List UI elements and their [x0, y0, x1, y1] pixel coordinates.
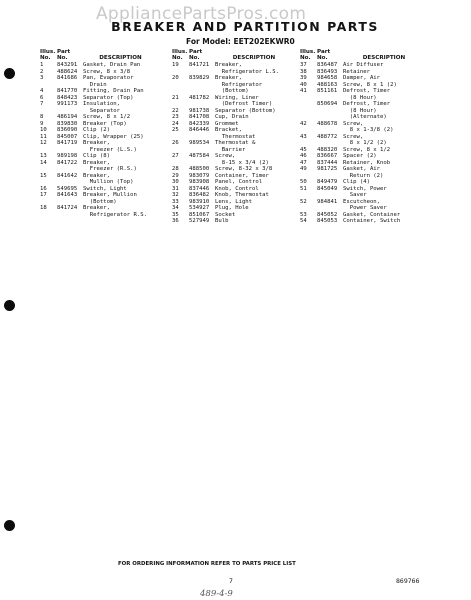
- part-description: Gasket, Drain Pan: [83, 62, 141, 69]
- part-number: 841642: [57, 172, 78, 179]
- binder-hole-middle: [4, 300, 15, 311]
- part-description: Container, Timer: [215, 172, 269, 179]
- part-number: 841722: [57, 159, 78, 166]
- illus-number: 10: [40, 127, 47, 134]
- binder-hole-top: [4, 68, 15, 79]
- part-description: Switch, Light: [83, 185, 127, 192]
- illus-number: 45: [300, 146, 307, 153]
- part-description: Freezer (L.S.): [83, 146, 137, 153]
- illus-number: 28: [172, 166, 179, 173]
- part-description: Lens, Light: [215, 198, 253, 205]
- part-number: 836667: [317, 153, 338, 160]
- part-description: Clip (4): [343, 179, 370, 186]
- part-description: (Defrost Timer): [215, 101, 273, 108]
- illus-number: 47: [300, 159, 307, 166]
- part-description: Separator (Top): [83, 94, 134, 101]
- part-description: Saver: [343, 192, 367, 199]
- illus-number: 32: [172, 192, 179, 199]
- parts-row: [172, 218, 293, 225]
- illus-number: 11: [40, 133, 47, 140]
- no-label: No.: [317, 55, 328, 62]
- part-description: Screw, 8 x 1/2: [83, 114, 131, 121]
- part-number: 981725: [317, 166, 338, 173]
- part-number: 845049: [317, 185, 338, 192]
- part-description: Bracket,: [215, 127, 242, 134]
- illus-number: 24: [172, 120, 179, 127]
- part-description: (Bottom): [215, 88, 249, 95]
- handwritten-note: 489-4-9: [200, 589, 233, 599]
- part-description: Refrigerator R.S.: [83, 211, 147, 218]
- part-number: 841721: [189, 62, 210, 69]
- illus-number: 14: [40, 159, 47, 166]
- parts-column-2: [172, 49, 293, 225]
- part-number: 488500: [189, 166, 210, 173]
- illus-number: 6: [40, 94, 44, 101]
- part-number: 488772: [317, 133, 338, 140]
- part-number: 984658: [317, 75, 338, 82]
- part-description: Breaker,: [83, 205, 110, 212]
- part-description: Screw, 8 x 3/8: [83, 68, 131, 75]
- illus-number: 4: [40, 88, 44, 95]
- description-label: DESCRIPTION: [232, 55, 276, 62]
- parts-row: [300, 218, 425, 225]
- part-number: 486194: [57, 114, 78, 121]
- illus-number: 29: [172, 172, 179, 179]
- part-number: 984841: [317, 198, 338, 205]
- part-no-header: [189, 49, 215, 61]
- part-description: Escutcheon,: [343, 198, 381, 205]
- no-label: No.: [189, 55, 200, 62]
- part-description: Damper, Air: [343, 75, 381, 82]
- illus-number: 38: [300, 68, 307, 75]
- part-description: (8 Hour): [343, 94, 377, 101]
- part-description: Defrost, Timer: [343, 101, 391, 108]
- part-description: Clip (2): [83, 127, 110, 134]
- ordering-note: FOR ORDERING INFORMATION REFER TO PARTS PRICE LIST: [118, 561, 296, 567]
- illus-number: 22: [172, 107, 179, 114]
- illus-number: 54: [300, 218, 307, 225]
- part-description: Wiring, Liner: [215, 94, 259, 101]
- part-number: 983079: [189, 172, 210, 179]
- column-header: [300, 49, 425, 61]
- part-description: Drain: [83, 81, 107, 88]
- part-description: Screw,: [343, 120, 364, 127]
- part-number: 527949: [189, 218, 210, 225]
- part-description: Screw,: [343, 133, 364, 140]
- parts-column-1: [40, 49, 158, 218]
- illus-number: 13: [40, 153, 47, 160]
- part-number: 843291: [57, 62, 78, 69]
- part-description: Cup, Drain: [215, 114, 249, 121]
- part-number: 487584: [189, 153, 210, 160]
- part-description: Gasket, Container: [343, 211, 401, 218]
- part-label: Part: [317, 49, 331, 55]
- illus-number: 33: [172, 198, 179, 205]
- part-number: 837444: [317, 159, 338, 166]
- part-number: 991173: [57, 101, 78, 108]
- part-number: 488624: [57, 68, 78, 75]
- part-description: Power Saver: [343, 205, 387, 212]
- parts-column-3: [300, 49, 425, 225]
- illus-number: 52: [300, 198, 307, 205]
- part-description: Knob, Thermostat: [215, 192, 269, 199]
- part-description: Pan, Evaporator: [83, 75, 134, 82]
- illus-number: 30: [172, 179, 179, 186]
- part-number: 842339: [189, 120, 210, 127]
- part-description: Retainer: [343, 68, 370, 75]
- parts-row: [40, 212, 158, 219]
- no-label: No.: [300, 55, 311, 62]
- part-description: Screw, 8-32 x 3/8: [215, 166, 273, 173]
- no-label: No.: [172, 55, 183, 62]
- illus-number: 7: [40, 101, 44, 108]
- illus-number: 27: [172, 153, 179, 160]
- part-description: Breaker,: [215, 75, 242, 82]
- part-description: Screw,: [215, 153, 236, 160]
- part-number: 836487: [317, 62, 338, 69]
- illus-number: 35: [172, 211, 179, 218]
- part-number: 841719: [57, 140, 78, 147]
- illus-number: 43: [300, 133, 307, 140]
- part-number: 851161: [317, 88, 338, 95]
- model-line: For Model: EET202EKWR0: [186, 37, 295, 46]
- illus-number: 49: [300, 166, 307, 173]
- binder-hole-bottom: [4, 520, 15, 531]
- part-number: 839830: [57, 120, 78, 127]
- illus-label: Illus.: [40, 49, 56, 55]
- part-number: 845053: [317, 218, 338, 225]
- part-number: 836090: [57, 127, 78, 134]
- part-description: Grommet: [215, 120, 239, 127]
- description-header: [83, 49, 158, 61]
- illus-no-header: [300, 49, 317, 61]
- part-no-header: [57, 49, 83, 61]
- watermark-text: AppliancePartsPros.com: [96, 4, 307, 24]
- part-number: 846446: [189, 127, 210, 134]
- illus-number: 3: [40, 75, 44, 82]
- part-description: Defrost, Timer: [343, 88, 391, 95]
- description-label: DESCRIPTION: [362, 55, 406, 62]
- illus-number: 42: [300, 120, 307, 127]
- illus-number: 23: [172, 114, 179, 121]
- part-number: 488678: [317, 120, 338, 127]
- no-label: No.: [40, 55, 51, 62]
- part-no-header: [317, 49, 343, 61]
- part-number: 841770: [57, 88, 78, 95]
- part-number: 983910: [189, 198, 210, 205]
- part-description: Breaker,: [83, 140, 110, 147]
- part-description: (Bottom): [83, 198, 117, 205]
- illus-number: 26: [172, 140, 179, 147]
- illus-label: Illus.: [300, 49, 316, 55]
- part-description: Thermostat &: [215, 140, 256, 147]
- part-description: Breaker,: [83, 159, 110, 166]
- part-number: 841686: [57, 75, 78, 82]
- part-label: Part: [57, 49, 71, 55]
- part-description: Fitting, Drain Pan: [83, 88, 144, 95]
- part-description: 8 x 1-3/8 (2): [343, 127, 394, 134]
- part-description: Return (2): [343, 172, 384, 179]
- illus-number: 39: [300, 75, 307, 82]
- part-description: (8 Hour): [343, 107, 377, 114]
- part-number: 850694: [317, 101, 338, 108]
- part-description: Spacer (2): [343, 153, 377, 160]
- part-description: Screw, 8 x 1/2: [343, 146, 391, 153]
- part-number: [57, 212, 83, 219]
- part-label: Part: [189, 49, 203, 55]
- illus-no-header: [40, 49, 57, 61]
- illus-number: 50: [300, 179, 307, 186]
- part-number: 836493: [317, 68, 338, 75]
- part-number: 989198: [57, 153, 78, 160]
- part-description: Refrigerator L.S.: [215, 68, 279, 75]
- description-label: DESCRIPTION: [99, 55, 142, 62]
- part-number: 849479: [317, 179, 338, 186]
- part-description: Knob, Control: [215, 185, 259, 192]
- page-title: BREAKER AND PARTITION PARTS: [111, 19, 379, 34]
- part-description: Container, Switch: [343, 218, 401, 225]
- illus-number: 8: [40, 114, 44, 121]
- page-number: 7: [229, 577, 233, 585]
- part-description: Gasket, Air: [343, 166, 381, 173]
- illus-number: 40: [300, 81, 307, 88]
- part-description: Mullion (Top): [83, 179, 134, 186]
- part-description: Breaker (Top): [83, 120, 127, 127]
- part-number: 488163: [317, 81, 338, 88]
- illus-number: 25: [172, 127, 179, 134]
- part-number: 841724: [57, 205, 78, 212]
- column-header: [172, 49, 293, 61]
- part-description: Barrier: [215, 146, 246, 153]
- part-description: Breaker,: [83, 172, 110, 179]
- part-number: 981738: [189, 107, 210, 114]
- illus-number: 1: [40, 62, 44, 69]
- part-number: 983908: [189, 179, 210, 186]
- part-number: 481782: [189, 94, 210, 101]
- part-description: Switch, Power: [343, 185, 387, 192]
- illus-number: 31: [172, 185, 179, 192]
- part-description: Screw, 8 x 1 (2): [343, 81, 397, 88]
- part-number: 989534: [189, 140, 210, 147]
- part-number: 549695: [57, 185, 78, 192]
- column-header: [40, 49, 158, 61]
- part-description: 8-15 x 3/4 (2): [215, 159, 269, 166]
- part-description: Freezer (R.S.): [83, 166, 137, 173]
- part-description: Clip, Wrapper (25): [83, 133, 144, 140]
- part-number: 845007: [57, 133, 78, 140]
- part-description: Insulation,: [83, 101, 121, 108]
- part-number: 851067: [189, 211, 210, 218]
- illus-number: 17: [40, 192, 47, 199]
- description-header: [343, 49, 425, 61]
- illus-no-header: [172, 49, 189, 61]
- part-description: Plug, Hole: [215, 205, 249, 212]
- document-number: 869766: [396, 577, 420, 585]
- part-number: 841643: [57, 192, 78, 199]
- illus-label: Illus.: [172, 49, 188, 55]
- part-number: 534927: [189, 205, 210, 212]
- part-number: 836482: [189, 192, 210, 199]
- description-header: [215, 49, 293, 61]
- illus-number: 46: [300, 153, 307, 160]
- illus-number: 21: [172, 94, 179, 101]
- part-description: Breaker, Mullion: [83, 192, 137, 199]
- part-number: 488320: [317, 146, 338, 153]
- no-label: No.: [57, 55, 68, 62]
- illus-number: 41: [300, 88, 307, 95]
- part-description: 8 x 1/2 (2): [343, 140, 387, 147]
- part-description: Panel, Control: [215, 179, 263, 186]
- part-number: 839829: [189, 75, 210, 82]
- illus-number: 15: [40, 172, 47, 179]
- part-number: 845052: [317, 211, 338, 218]
- part-description: Thermostat: [215, 133, 256, 140]
- illus-number: 37: [300, 62, 307, 69]
- illus-number: 36: [172, 218, 179, 225]
- part-number: 848423: [57, 94, 78, 101]
- part-description: Refrigerator: [215, 81, 263, 88]
- part-description: Breaker,: [215, 62, 242, 69]
- illus-number: 9: [40, 120, 44, 127]
- illus-number: 51: [300, 185, 307, 192]
- part-description: Separator (Bottom): [215, 107, 276, 114]
- illus-number: [40, 212, 57, 219]
- part-description: Socket: [215, 211, 236, 218]
- illus-number: 12: [40, 140, 47, 147]
- illus-number: 20: [172, 75, 179, 82]
- part-description: Bulb: [215, 218, 229, 225]
- part-description: (Alternate): [343, 114, 387, 121]
- part-description: Air Diffuser: [343, 62, 384, 69]
- part-description: Retainer, Knob: [343, 159, 391, 166]
- illus-number: 16: [40, 185, 47, 192]
- part-number: 841708: [189, 114, 210, 121]
- part-description: Separator: [83, 107, 121, 114]
- part-number: 837446: [189, 185, 210, 192]
- part-description: Clip (8): [83, 153, 110, 160]
- illus-number: 18: [40, 205, 47, 212]
- illus-number: 34: [172, 205, 179, 212]
- illus-number: 2: [40, 68, 44, 75]
- illus-number: 19: [172, 62, 179, 69]
- illus-number: 53: [300, 211, 307, 218]
